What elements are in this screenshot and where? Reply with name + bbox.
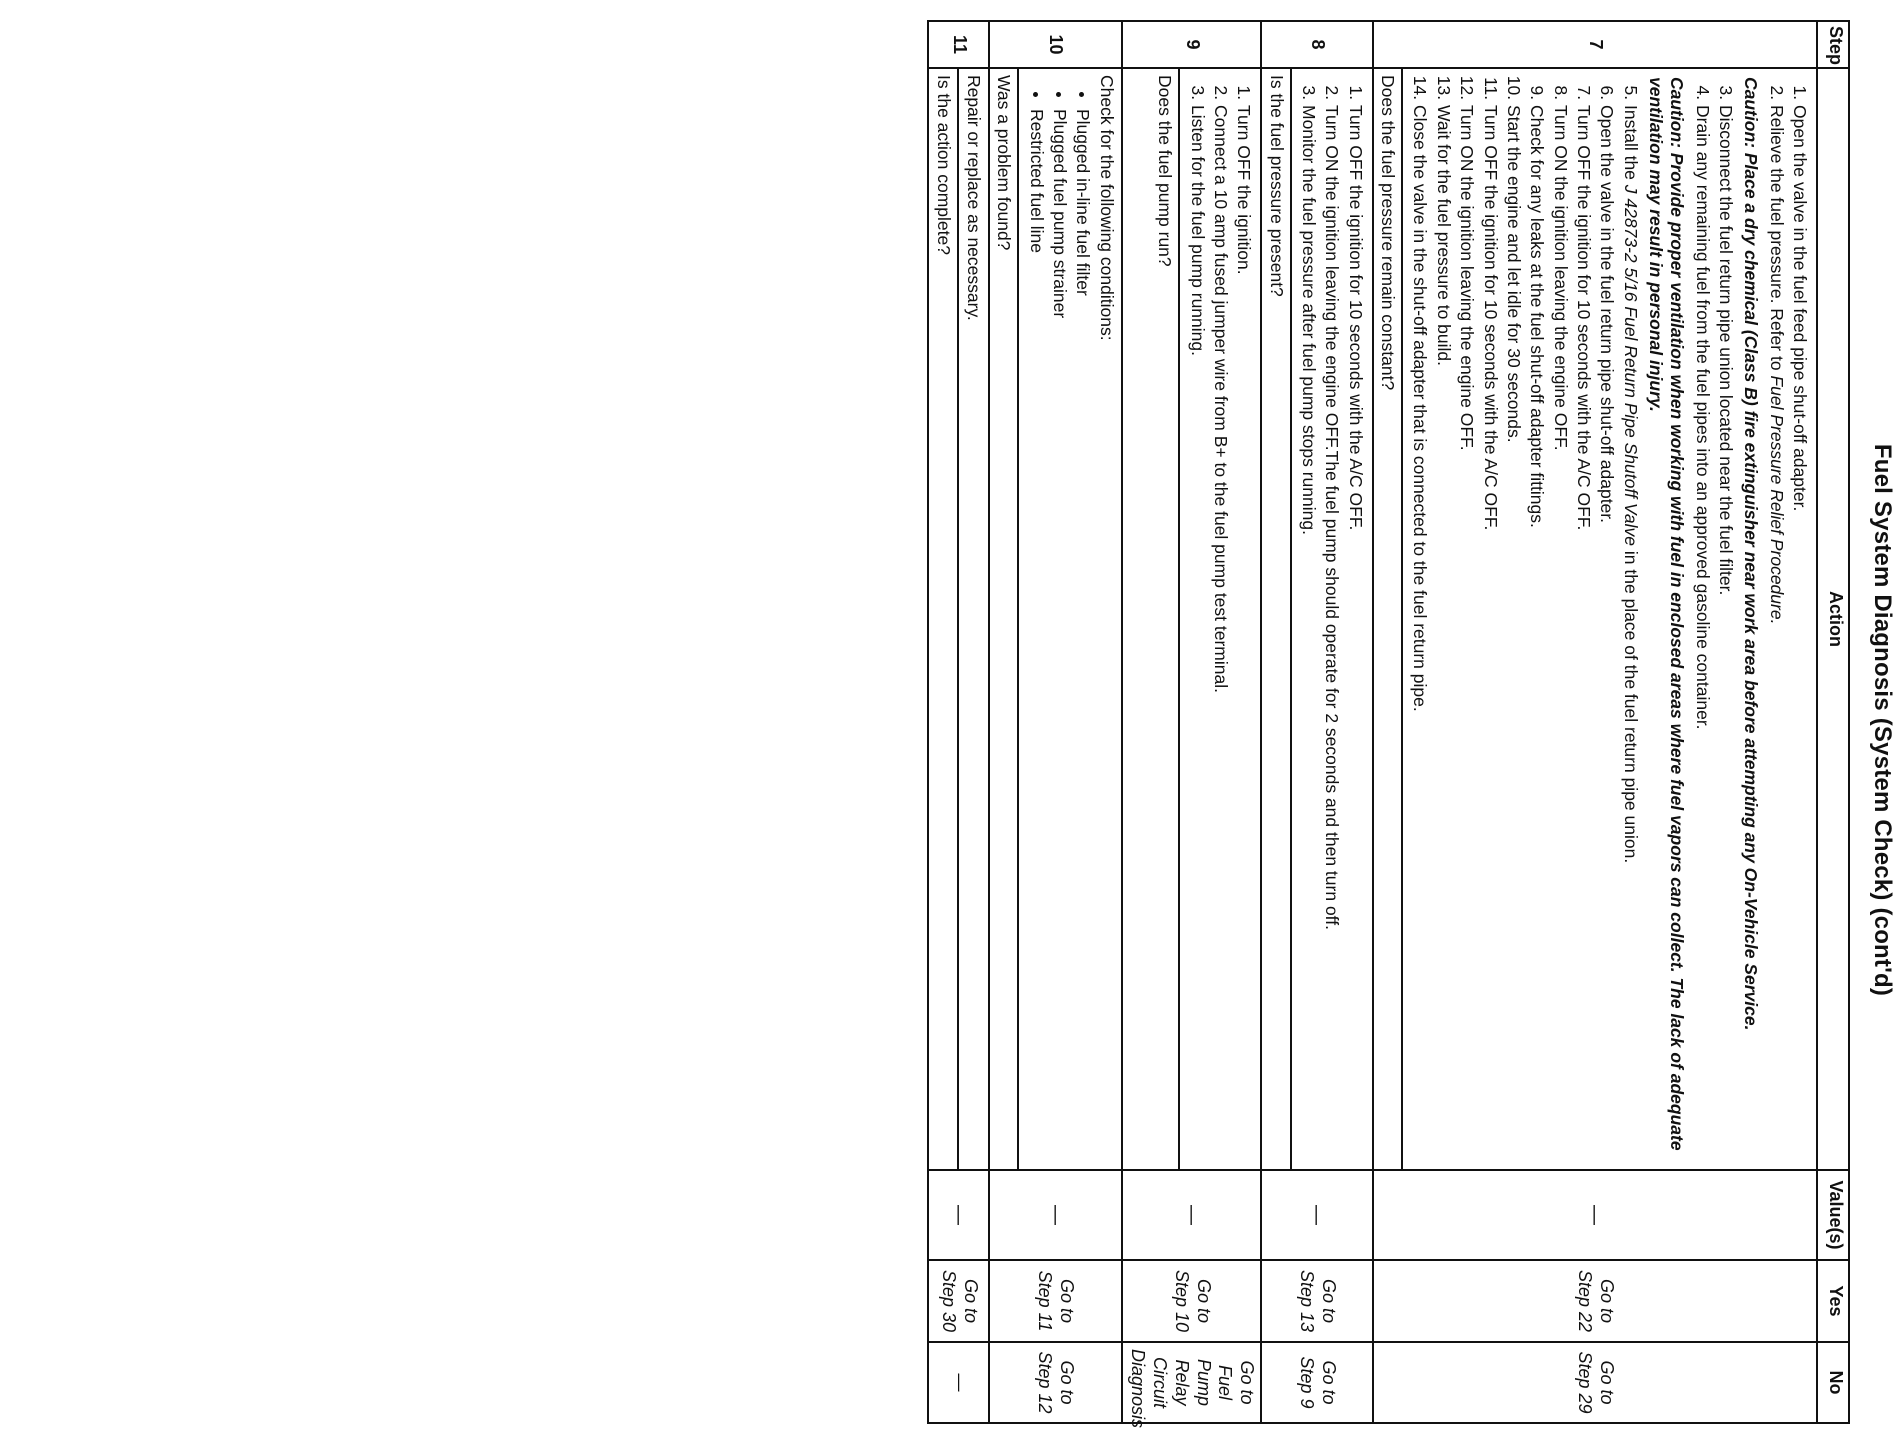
procedure-item (1619, 105, 1640, 1163)
step-question: Was a problem found? (990, 69, 1019, 1169)
action-cell (928, 68, 989, 1170)
procedure-item: 4. Drain any remaining fuel from the fuel pipes into an approved gasoline container. (1691, 105, 1712, 1163)
step-number: 11 (928, 21, 989, 68)
table-row-step-8 (1261, 21, 1372, 1423)
procedure-item: 1. Turn OFF the ignition for 10 seconds with the A/C OFF. (1344, 105, 1365, 1163)
step-question: Is the action complete? (929, 69, 958, 1169)
procedure-list (1409, 75, 1640, 1163)
procedure-item-text: Install the (1620, 105, 1641, 180)
action-cell (1122, 68, 1262, 1170)
procedure-item: 14. Close the valve in the shut-off adapter that is connected to the fuel return pipe. (1409, 105, 1430, 1163)
check-intro: Check for the following conditions: (1096, 75, 1117, 341)
condition-item: • Plugged fuel pump strainer (1049, 109, 1070, 1163)
value-cell: — (989, 1170, 1122, 1260)
header-step: Step (1817, 21, 1849, 68)
procedure-item: 8. Turn ON the ignition leaving the engine OFF. (1549, 105, 1570, 1163)
table-row-step-11 (928, 21, 989, 1423)
header-yes: Yes (1817, 1260, 1849, 1342)
condition-list (1025, 75, 1093, 1163)
no-cell: Go to Fuel Pump Relay Circuit Diagnosis (1122, 1342, 1262, 1423)
yes-cell: Go to Step 10 (1122, 1260, 1262, 1342)
yes-cell: Go to Step 22 (1373, 1260, 1817, 1342)
step-number: 9 (1122, 21, 1262, 68)
procedure-reference: Fuel Pressure Relief Procedure. (1766, 375, 1787, 625)
condition-item: • Restricted fuel line (1025, 109, 1046, 1163)
document-title: Fuel System Diagnosis (System Check) (cont'd) (1869, 443, 1896, 997)
value-cell: — (1373, 1170, 1817, 1260)
procedure-item-text: in the place of the fuel return pipe union. (1620, 550, 1641, 864)
step-number: 7 (1373, 21, 1817, 68)
value-cell: — (1261, 1170, 1372, 1260)
no-cell: Go to Step 12 (989, 1342, 1122, 1423)
procedure-item (1765, 105, 1786, 1163)
procedure-item: 6. Open the valve in the fuel return pipe shut-off adapter. (1596, 105, 1617, 1163)
tool-reference: J 42873-2 5/16 Fuel Return Pipe Shutoff Valve (1620, 184, 1641, 547)
procedure-item: 1. Open the valve in the fuel feed pipe shut-off adapter. (1789, 105, 1810, 1163)
procedure-item: 10. Start the engine and let idle for 30 seconds. (1503, 105, 1524, 1163)
procedure-list (1691, 75, 1736, 1163)
step-question: Does the fuel pressure remain constant? (1374, 69, 1403, 1169)
step-question: Is the fuel pressure present? (1262, 69, 1291, 1169)
no-cell: Go to Step 29 (1373, 1342, 1817, 1423)
value-cell: — (928, 1170, 989, 1260)
procedure-list (1186, 75, 1254, 1163)
procedure-item: 2. Turn ON the ignition leaving the engine OFF.The fuel pump should operate for 2 seconds and then turn off. (1321, 105, 1342, 1163)
step-number: 8 (1261, 21, 1372, 68)
caution-note: Caution: Provide proper ventilation when working with fuel in enclosed areas where fuel vapors can collect. The lack of adequate ventilation may result in personal injury. (1645, 77, 1688, 1151)
procedure-item: 3. Disconnect the fuel return pipe union located near the fuel filter. (1715, 105, 1736, 1163)
action-text: Repair or replace as necessary. (964, 75, 984, 321)
header-no: No (1817, 1342, 1849, 1423)
header-value: Value(s) (1817, 1170, 1849, 1260)
procedure-item: 7. Turn OFF the ignition for 10 seconds with the A/C OFF. (1573, 105, 1594, 1163)
diagnosis-table-wrapper (927, 20, 1850, 1429)
no-cell: — (928, 1342, 989, 1423)
yes-cell: Go to Step 11 (989, 1260, 1122, 1342)
table-header-row (1817, 21, 1849, 1423)
caution-note: Caution: Place a dry chemical (Class B) fire extinguisher near work area before attempting any On-Vehicle Service. (1741, 77, 1762, 1031)
procedure-item: 11. Turn OFF the ignition for 10 seconds with the A/C OFF. (1479, 105, 1500, 1163)
procedure-item: 9. Check for any leaks at the fuel shut-off adapter fittings. (1526, 105, 1547, 1163)
yes-cell: Go to Step 30 (928, 1260, 989, 1342)
header-action: Action (1817, 68, 1849, 1170)
action-cell (1373, 68, 1817, 1170)
table-row-step-9 (1122, 21, 1262, 1423)
procedure-item: 12. Turn ON the ignition leaving the engine OFF. (1456, 105, 1477, 1163)
procedure-item: 3. Listen for the fuel pump running. (1186, 105, 1207, 1163)
procedure-item: 3. Monitor the fuel pressure after fuel pump stops running. (1298, 105, 1319, 1163)
table-row-step-10 (989, 21, 1122, 1423)
procedure-item: 1. Turn OFF the ignition. (1233, 105, 1254, 1163)
procedure-list (1765, 75, 1810, 1163)
procedure-list (1298, 75, 1366, 1163)
value-cell: — (1122, 1170, 1262, 1260)
yes-cell: Go to Step 13 (1261, 1260, 1372, 1342)
no-cell: Go to Step 9 (1261, 1342, 1372, 1423)
procedure-item: 13. Wait for the fuel pressure to build. (1433, 105, 1454, 1163)
action-cell (989, 68, 1122, 1170)
step-question: Does the fuel pump run? (1151, 69, 1180, 1169)
condition-item: • Plugged in-line fuel filter (1072, 109, 1093, 1163)
action-cell (1261, 68, 1372, 1170)
table-row-step-7 (1373, 21, 1817, 1423)
diagnosis-table (927, 20, 1850, 1429)
procedure-item: 2. Connect a 10 amp fused jumper wire from B+ to the fuel pump test terminal. (1210, 105, 1231, 1163)
procedure-item-text: Relieve the fuel pressure. Refer to (1766, 105, 1787, 371)
step-number: 10 (989, 21, 1122, 68)
